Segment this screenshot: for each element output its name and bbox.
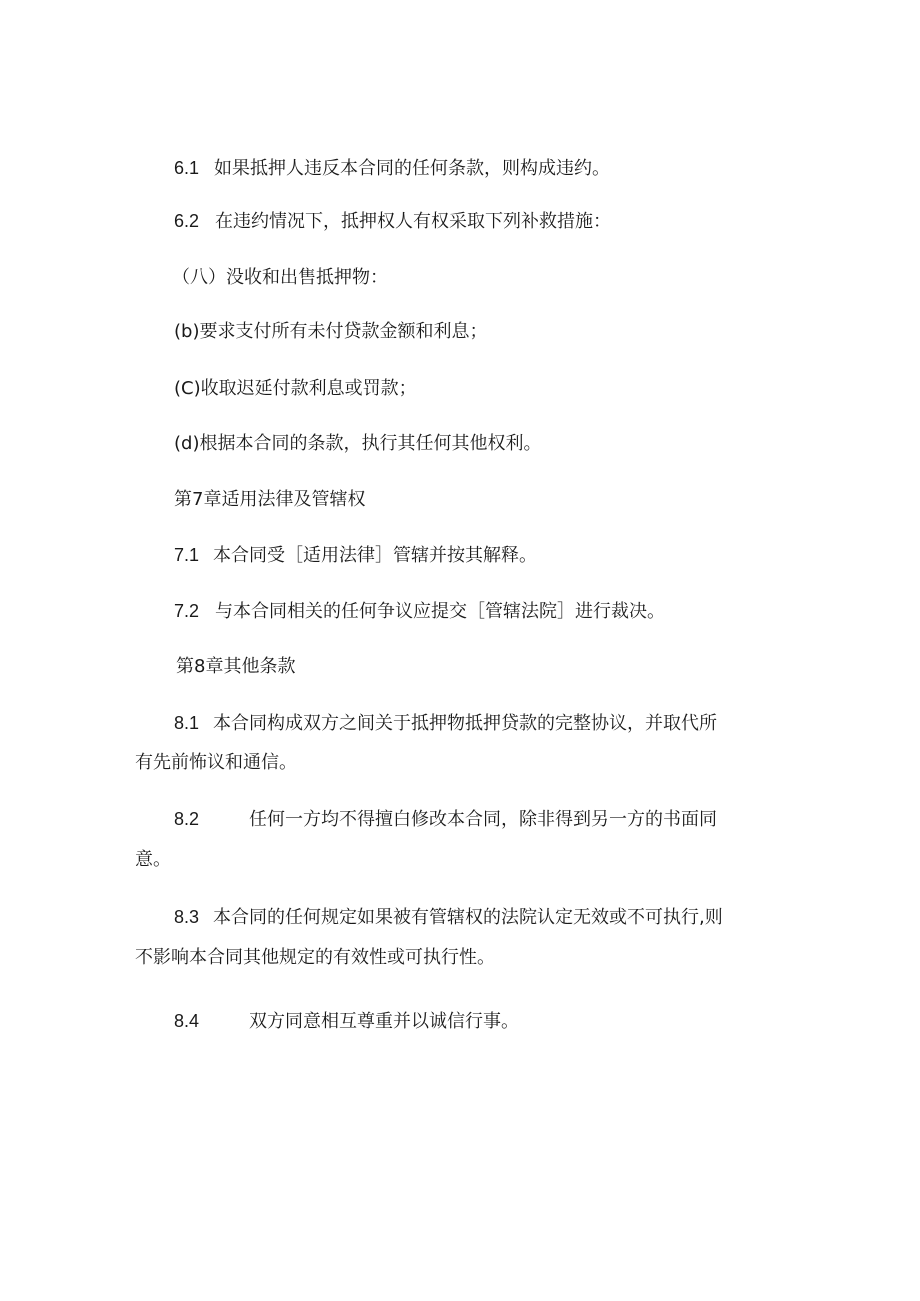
remedy-item-b <box>174 320 487 344</box>
list-item: (b)要求支付所有未付贷款金额和利息； <box>174 321 488 342</box>
clause-6-2 <box>174 209 611 234</box>
clause-text: 不影响本合同其他规定的有效性或可执行性。 <box>135 947 495 968</box>
clause-8-2 <box>174 807 717 832</box>
clause-text: 与本合同相关的任何争议应提交［管辖法院］进行裁决。 <box>215 601 665 622</box>
clause-7-1 <box>174 543 537 568</box>
clause-8-3 <box>174 905 723 930</box>
clause-number: 8.2 <box>174 809 200 829</box>
clause-text: 本合同构成双方之间关于抵押物抵押贷款的完整协议，并取代所 <box>213 713 717 734</box>
clause-6-1 <box>174 156 610 181</box>
clause-text: 双方同意相互尊重并以诚信行事。 <box>249 1011 519 1032</box>
clause-8-1 <box>174 711 717 736</box>
remedy-item-d <box>174 432 541 456</box>
clause-text: 有先前怖议和通信。 <box>135 752 297 773</box>
clause-text: 如果抵押人违反本合同的任何条款，则构成违约。 <box>214 158 610 179</box>
list-item: (d)根据本合同的条款，执行其任何其他权利。 <box>174 433 542 454</box>
clause-number: 7.2 <box>174 601 200 621</box>
chapter-7-heading <box>174 488 365 512</box>
clause-number: 7.1 <box>174 545 200 565</box>
clause-text: 本合同的任何规定如果被有管辖权的法院认定无效或不可执行,则 <box>213 907 723 928</box>
chapter-title: 第7章适用法律及管辖权 <box>174 489 366 510</box>
clause-8-1-continued <box>135 751 297 775</box>
clause-8-3-continued <box>135 946 495 970</box>
clause-text: 意。 <box>135 849 171 870</box>
clause-7-2 <box>174 599 665 624</box>
clause-number: 8.3 <box>174 907 200 927</box>
clause-number: 8.1 <box>174 713 200 733</box>
chapter-title: 第8章其他条款 <box>176 656 296 677</box>
clause-8-4 <box>174 1009 519 1034</box>
clause-8-2-continued <box>135 848 171 872</box>
list-item: (C)收取迟延付款利息或罚款； <box>174 378 417 399</box>
clause-number: 6.2 <box>174 211 200 231</box>
clause-text: 任何一方均不得擅白修改本合同，除非得到另一方的书面同 <box>249 809 717 830</box>
chapter-8-heading <box>176 655 295 679</box>
clause-number: 6.1 <box>174 158 200 178</box>
clause-text: 本合同受［适用法律］管辖并按其解释。 <box>213 545 537 566</box>
list-item: （八）没收和出售抵押物： <box>172 267 388 288</box>
remedy-item-a <box>172 266 388 290</box>
remedy-item-c <box>174 377 417 401</box>
clause-number: 8.4 <box>174 1011 200 1031</box>
clause-text: 在违约情况下，抵押权人有权采取下列补救措施： <box>215 211 611 232</box>
